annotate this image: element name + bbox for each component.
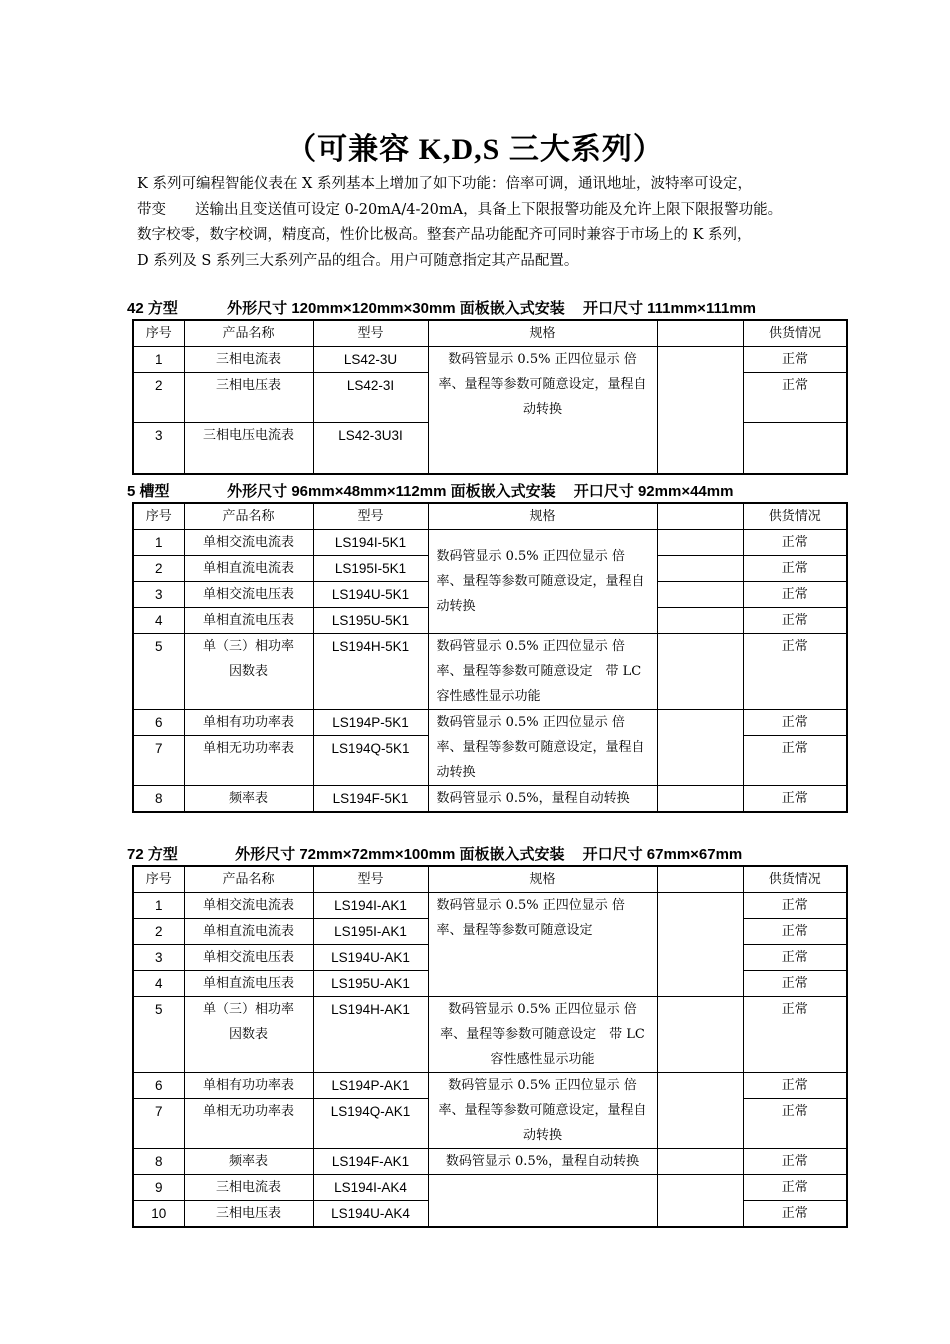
product-table — [132, 502, 848, 813]
model-number: LS194P-5K1 — [313, 710, 428, 736]
intro-line: 数字校零，数字校调，精度高，性价比极高。整套产品功能配齐可同时兼容于市场上的 K 系列， — [137, 227, 752, 243]
blank-cell — [657, 1073, 743, 1149]
row-number: 4 — [133, 608, 184, 634]
intro-line: 带变 送输出且变送值可设定 0-20mA/4-20mA，具备上下限报警功能及允许上限下限报警功能。 — [137, 201, 783, 218]
spec-cell: 数码管显示 0.5% 正四位显示 倍率、量程等参数可随意设定，量程自动转换 — [428, 1073, 657, 1149]
row-number: 3 — [133, 582, 184, 608]
supply-status: 正常 — [743, 919, 847, 945]
model-number: LS194P-AK1 — [313, 1073, 428, 1099]
supply-status: 正常 — [743, 893, 847, 919]
product-name: 单相交流电压表 — [184, 582, 313, 608]
supply-status: 正常 — [743, 373, 847, 423]
table-row — [133, 1149, 847, 1175]
blank-cell — [657, 893, 743, 997]
header-cell: 序号 — [133, 503, 184, 530]
intro-paragraph — [137, 172, 867, 274]
supply-status: 正常 — [743, 608, 847, 634]
row-number: 3 — [133, 945, 184, 971]
product-name: 单相直流电压表 — [184, 971, 313, 997]
supply-status: 正常 — [743, 786, 847, 813]
blank-cell — [657, 608, 743, 634]
spec-cell: 数码管显示 0.5%，量程自动转换 — [428, 786, 657, 813]
model-number: LS194I-AK4 — [313, 1175, 428, 1201]
blank-cell — [657, 997, 743, 1073]
table-row — [133, 997, 847, 1073]
row-number: 2 — [133, 919, 184, 945]
section-name: 42 方型 — [127, 300, 178, 317]
table-row — [133, 710, 847, 736]
product-name: 频率表 — [184, 786, 313, 813]
section-cutout: 开口尺寸 111mm×111mm — [582, 300, 756, 317]
section-heading — [127, 480, 733, 501]
supply-status: 正常 — [743, 582, 847, 608]
product-name: 单相直流电压表 — [184, 608, 313, 634]
table-row — [133, 1073, 847, 1099]
row-number: 7 — [133, 1099, 184, 1149]
product-table — [132, 319, 848, 475]
page-title: （可兼容 K,D,S 三大系列） — [286, 133, 664, 166]
header-cell: 序号 — [133, 320, 184, 347]
spec-cell: 数码管显示 0.5% 正四位显示 倍率、量程等参数可随意设定，量程自动转换 — [428, 530, 657, 634]
table-row — [133, 347, 847, 373]
intro-line: D 系列及 S 系列三大系列产品的组合。用户可随意指定其产品配置。 — [137, 252, 579, 269]
row-number: 1 — [133, 893, 184, 919]
spec-cell — [428, 1175, 657, 1228]
row-number: 2 — [133, 556, 184, 582]
table-row — [133, 530, 847, 556]
product-name: 三相电压表 — [184, 373, 313, 423]
spec-cell: 数码管显示 0.5% 正四位显示 倍率、量程等参数可随意设定 带 LC 容性感性显示功能 — [428, 997, 657, 1073]
row-number: 3 — [133, 423, 184, 475]
model-number: LS194U-AK1 — [313, 945, 428, 971]
row-number: 9 — [133, 1175, 184, 1201]
header-cell: 型号 — [313, 320, 428, 347]
spec-cell: 数码管显示 0.5% 正四位显示 倍率、量程等参数可随意设定 带 LC 容性感性显示功能 — [428, 634, 657, 710]
model-number: LS42-3U — [313, 347, 428, 373]
row-number: 1 — [133, 347, 184, 373]
header-cell: 规格 — [428, 503, 657, 530]
supply-status: 正常 — [743, 1099, 847, 1149]
section-dimensions: 外形尺寸 120mm×120mm×30mm 面板嵌入式安装 — [227, 300, 565, 317]
section-name: 5 槽型 — [127, 483, 170, 500]
supply-status: 正常 — [743, 634, 847, 710]
model-number: LS194Q-AK1 — [313, 1099, 428, 1149]
section-heading — [127, 297, 756, 318]
product-name: 单相交流电压表 — [184, 945, 313, 971]
product-name: 频率表 — [184, 1149, 313, 1175]
row-number: 1 — [133, 530, 184, 556]
row-number: 5 — [133, 634, 184, 710]
row-number: 6 — [133, 710, 184, 736]
supply-status: 正常 — [743, 556, 847, 582]
header-cell: 型号 — [313, 503, 428, 530]
model-number: LS42-3I — [313, 373, 428, 423]
product-name: 单相无功功率表 — [184, 736, 313, 786]
model-number: LS194F-AK1 — [313, 1149, 428, 1175]
product-name: 单相交流电流表 — [184, 530, 313, 556]
supply-status: 正常 — [743, 945, 847, 971]
spec-cell — [743, 423, 847, 475]
product-name: 三相电流表 — [184, 1175, 313, 1201]
product-name: 三相电压电流表 — [184, 423, 313, 475]
model-number: LS194F-5K1 — [313, 786, 428, 813]
blank-cell — [657, 1175, 743, 1228]
supply-status: 正常 — [743, 1201, 847, 1228]
row-number: 5 — [133, 997, 184, 1073]
table-row — [133, 893, 847, 919]
row-number: 4 — [133, 971, 184, 997]
header-cell — [657, 866, 743, 893]
blank-cell — [657, 530, 743, 556]
product-name: 单相有功功率表 — [184, 710, 313, 736]
model-number: LS195U-AK1 — [313, 971, 428, 997]
spec-cell: 数码管显示 0.5% 正四位显示 倍率、量程等参数可随意设定，量程自动转换 — [428, 347, 657, 475]
row-number: 7 — [133, 736, 184, 786]
model-number: LS194I-AK1 — [313, 893, 428, 919]
blank-cell — [657, 710, 743, 786]
product-name: 单相直流电流表 — [184, 556, 313, 582]
model-number: LS195U-5K1 — [313, 608, 428, 634]
product-name: 单相无功功率表 — [184, 1099, 313, 1149]
header-cell — [657, 503, 743, 530]
product-name: 三相电压表 — [184, 1201, 313, 1228]
header-cell: 供货情况 — [743, 503, 847, 530]
row-number: 8 — [133, 1149, 184, 1175]
blank-cell — [657, 1149, 743, 1175]
supply-status: 正常 — [743, 1149, 847, 1175]
supply-status: 正常 — [743, 530, 847, 556]
header-cell — [657, 320, 743, 347]
row-number: 8 — [133, 786, 184, 813]
supply-status: 正常 — [743, 971, 847, 997]
model-number: LS194I-5K1 — [313, 530, 428, 556]
blank-cell — [657, 582, 743, 608]
row-number: 10 — [133, 1201, 184, 1228]
intro-line: K 系列可编程智能仪表在 X 系列基本上增加了如下功能：倍率可调，通讯地址，波特率可设定， — [137, 176, 752, 192]
product-table — [132, 865, 848, 1228]
supply-status: 正常 — [743, 710, 847, 736]
row-number: 6 — [133, 1073, 184, 1099]
model-number: LS195I-5K1 — [313, 556, 428, 582]
table-row — [133, 1175, 847, 1201]
header-cell: 供货情况 — [743, 320, 847, 347]
product-name: 单相交流电流表 — [184, 893, 313, 919]
section-heading — [127, 843, 742, 864]
model-number: LS194H-AK1 — [313, 997, 428, 1073]
supply-status: 正常 — [743, 1175, 847, 1201]
spec-cell: 数码管显示 0.5% 正四位显示 倍率、量程等参数可随意设定，量程自动转换 — [428, 710, 657, 786]
supply-status: 正常 — [743, 347, 847, 373]
section-name: 72 方型 — [127, 846, 178, 863]
blank-cell — [657, 556, 743, 582]
blank-cell — [657, 634, 743, 710]
table-header-row — [133, 320, 847, 347]
header-cell: 型号 — [313, 866, 428, 893]
header-cell: 产品名称 — [184, 320, 313, 347]
model-number: LS194U-5K1 — [313, 582, 428, 608]
header-cell: 规格 — [428, 866, 657, 893]
header-cell: 序号 — [133, 866, 184, 893]
table-header-row — [133, 866, 847, 893]
section-dimensions: 外形尺寸 96mm×48mm×112mm 面板嵌入式安装 — [227, 483, 556, 500]
model-number: LS195I-AK1 — [313, 919, 428, 945]
table-header-row — [133, 503, 847, 530]
table-row — [133, 786, 847, 813]
product-name: 三相电流表 — [184, 347, 313, 373]
section-cutout: 开口尺寸 92mm×44mm — [573, 483, 734, 500]
table-row — [133, 634, 847, 710]
model-number: LS194H-5K1 — [313, 634, 428, 710]
product-name: 单（三）相功率因数表 — [184, 634, 313, 710]
blank-cell — [657, 786, 743, 813]
spec-cell: 数码管显示 0.5% 正四位显示 倍率、量程等参数可随意设定 — [428, 893, 657, 997]
model-number: LS194Q-5K1 — [313, 736, 428, 786]
spec-cell: 数码管显示 0.5%，量程自动转换 — [428, 1149, 657, 1175]
product-name: 单相直流电流表 — [184, 919, 313, 945]
model-number: LS42-3U3I — [313, 423, 428, 475]
header-cell: 供货情况 — [743, 866, 847, 893]
section-dimensions: 外形尺寸 72mm×72mm×100mm 面板嵌入式安装 — [235, 846, 565, 863]
blank-cell — [657, 347, 743, 475]
row-number: 2 — [133, 373, 184, 423]
section-cutout: 开口尺寸 67mm×67mm — [582, 846, 743, 863]
header-cell: 规格 — [428, 320, 657, 347]
header-cell: 产品名称 — [184, 503, 313, 530]
supply-status: 正常 — [743, 1073, 847, 1099]
model-number: LS194U-AK4 — [313, 1201, 428, 1228]
supply-status: 正常 — [743, 997, 847, 1073]
header-cell: 产品名称 — [184, 866, 313, 893]
supply-status: 正常 — [743, 736, 847, 786]
product-name: 单相有功功率表 — [184, 1073, 313, 1099]
product-name: 单（三）相功率因数表 — [184, 997, 313, 1073]
